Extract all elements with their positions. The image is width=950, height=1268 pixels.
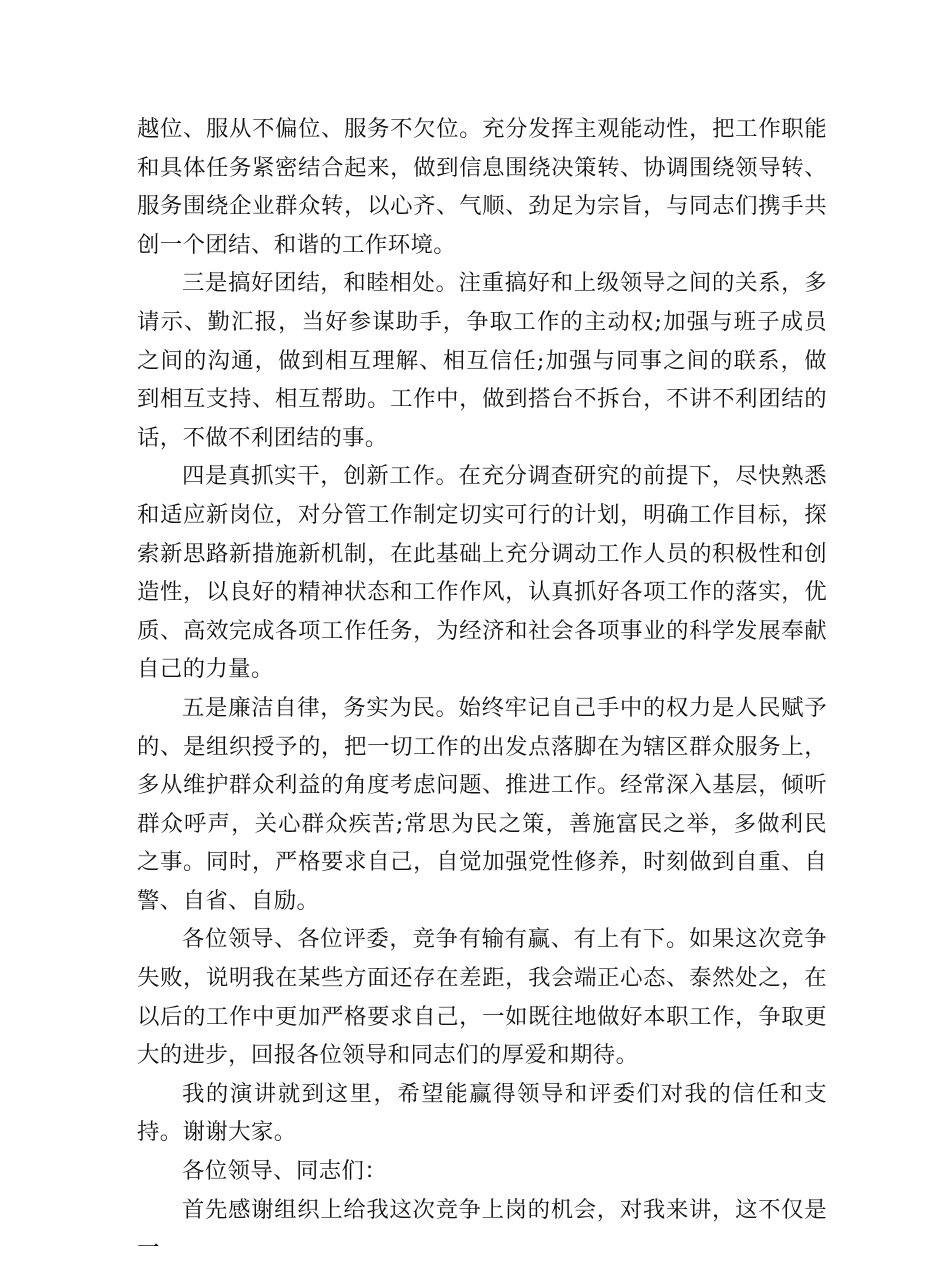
paragraph-6: 我的演讲就到这里，希望能赢得领导和评委们对我的信任和支持。谢谢大家。 [137, 1080, 827, 1146]
paragraph-3: 四是真抓实干，创新工作。在充分调查研究的前提下，尽快熟悉和适应新岗位，对分管工作制定切实可行的计划，明确工作目标，探索新思路新措施新机制，在此基础上充分调动工作人员的积极性和创造性，以良好的精神状态和工作作风，认真抓好各项工作的落实，优质、高效完成各项工作任务，为经济和社会各项事业的科学发展奉献自己的力量。 [137, 463, 827, 683]
paragraph-1: 越位、服从不偏位、服务不欠位。充分发挥主观能动性，把工作职能和具体任务紧密结合起来，做到信息围绕决策转、协调围绕领导转、服务围绕企业群众转，以心齐、气顺、劲足为宗旨，与同志们携手共创一个团结、和谐的工作环境。 [137, 116, 827, 258]
paragraph-2: 三是搞好团结，和睦相处。注重搞好和上级领导之间的关系，多请示、勤汇报，当好参谋助手，争取工作的主动权;加强与班子成员之间的沟通，做到相互理解、相互信任;加强与同事之间的联系，做到相互支持、相互帮助。工作中，做到搭台不拆台，不讲不利团结的话，不做不利团结的事。 [137, 270, 827, 451]
paragraph-8: 首先感谢组织上给我这次竞争上岗的机会，对我来讲，这不仅是一 [137, 1196, 827, 1262]
paragraph-5: 各位领导、各位评委，竞争有输有赢、有上有下。如果这次竞争失败，说明我在某些方面还存在差距，我会端正心态、泰然处之，在以后的工作中更加严格要求自己，一如既往地做好本职工作，争取更大的进步，回报各位领导和同志们的厚爱和期待。 [137, 926, 827, 1069]
paragraph-7: 各位领导、同志们： [182, 1158, 388, 1185]
paragraph-4: 五是廉洁自律，务实为民。始终牢记自己手中的权力是人民赋予的、是组织授予的，把一切工作的出发点落脚在为辖区群众服务上，多从维护群众利益的角度考虑问题、推进工作。经常深入基层，倾听群众呼声，关心群众疾苦;常思为民之策，善施富民之举，多做利民之事。同时，严格要求自己，自觉加强党性修养，时刻做到自重、自警、自省、自励。 [137, 694, 827, 914]
document-body [137, 110, 827, 1268]
